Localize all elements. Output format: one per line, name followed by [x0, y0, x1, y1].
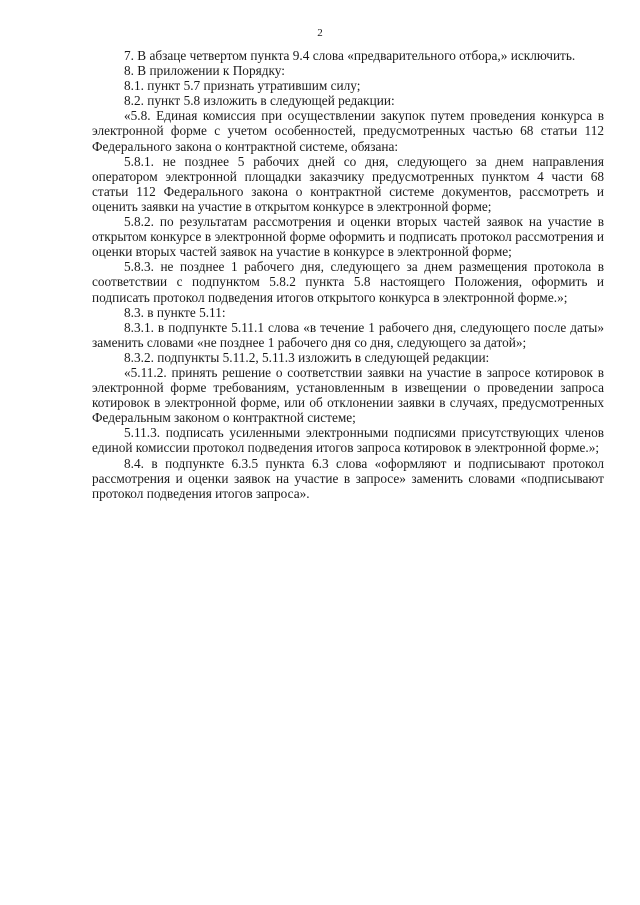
paragraph-5-8-1: 5.8.1. не позднее 5 рабочих дней со дня, следующего за днем направления оператором электронной площадки заказчику предусмотренных пунктом 4 части 68 статьи 112 Федерального закона о контрактной системе документов, рассмотреть и оценить заявки на участие в открытом конкурсе в электронной форме;: [92, 153, 604, 214]
paragraph-8-3: 8.3. в пункте 5.11:: [124, 304, 226, 320]
paragraph-8-3-1: 8.3.1. в подпункте 5.11.1 слова «в течение 1 рабочего дня, следующего после даты» заменить словами «не позднее 1 рабочего дня со дня, следующего за датой»;: [92, 319, 604, 350]
paragraph-5-11-2: «5.11.2. принять решение о соответствии заявки на участие в запросе котировок в электронной форме требованиям, установленным в извещении о проведении запроса котировок в электронной форме, или об отклонении заявки в случаях, предусмотренных Федеральным законом о контрактной системе;: [92, 364, 604, 426]
paragraph-5-11-3: 5.11.3. подписать усиленными электронными подписями присутствующих членов единой комиссии протокол подведения итогов запроса котировок в электронной форме.»;: [92, 425, 604, 456]
paragraph-8-2: 8.2. пункт 5.8 изложить в следующей редакции:: [124, 93, 395, 109]
document-body: [92, 48, 604, 501]
paragraph-8-4: 8.4. в подпункте 6.3.5 пункта 6.3 слова «оформляют и подписывают протокол рассмотрения и оценки заявок на участие в запросе» заменить словами «подписывают протокол подведения итогов запроса».: [92, 455, 604, 501]
page-number: 2: [317, 27, 323, 39]
paragraph-5-8-2: 5.8.2. по результатам рассмотрения и оценки вторых частей заявок на участие в открытом конкурсе в электронной форме оформить и подписать протокол рассмотрения и оценки вторых частей заявок на участие в конкурсе в электронной форме;: [92, 214, 604, 260]
paragraph-7: 7. В абзаце четвертом пункта 9.4 слова «предварительного отбора,» исключить.: [124, 48, 576, 63]
paragraph-8-1: 8.1. пункт 5.7 признать утратившим силу;: [124, 78, 361, 94]
paragraph-8-3-2: 8.3.2. подпункты 5.11.2, 5.11.3 изложить в следующей редакции:: [124, 349, 490, 365]
paragraph-5-8: «5.8. Единая комиссия при осуществлении закупок путем проведения конкурса в электронной форме с учетом особенностей, предусмотренных частью 68 статьи 112 Федерального закона о контрактной системе, обязана:: [92, 108, 604, 154]
paragraph-8: 8. В приложении к Порядку:: [124, 63, 285, 79]
paragraph-5-8-3: 5.8.3. не позднее 1 рабочего дня, следующего за днем размещения протокола в соответствии с подпунктом 5.8.2 пункта 5.8 настоящего Положения, оформить и подписать протокол подведения итогов открытого конкурса в электронной форме.»;: [92, 259, 604, 305]
